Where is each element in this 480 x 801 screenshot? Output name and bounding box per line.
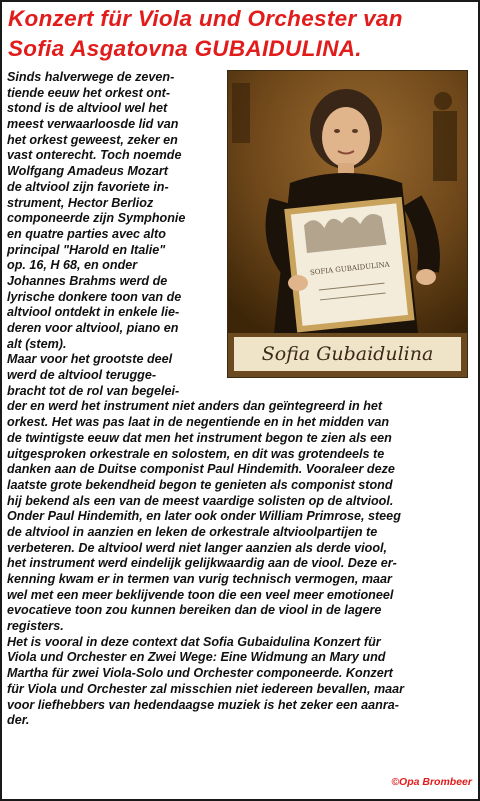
body-text-line: wel met een meer beklijvende toon die een veel meer emotioneel — [7, 587, 394, 602]
body-text-line: vast onterecht. Toch noemde — [7, 148, 182, 163]
certificate-name-text: SOFIA GUBAIDULINA — [309, 260, 391, 277]
body-text-line: bracht tot de rol van begelei- — [7, 383, 180, 398]
body-text-line: orkest. Het was pas laat in de negentiende en in het midden van — [7, 415, 390, 430]
body-text-line: Het is vooral in deze context dat Sofia Gubaidulina Konzert für — [7, 634, 381, 649]
body-text-line: der. — [7, 713, 30, 728]
body-text-line: Johannes Brahms werd de — [7, 273, 168, 288]
article-body — [7, 70, 475, 729]
body-text-line: het orkest geweest, zeker en — [7, 132, 178, 147]
body-text-line: principal "Harold en Italie" — [7, 242, 166, 257]
body-text-line: kenning kwam er in termen van vurig technisch vermogen, maar — [7, 572, 392, 586]
body-text-line: uitgesproken orkestrale en solostem, en dit was grotendeels te — [7, 446, 385, 461]
body-text-line: registers. — [7, 619, 64, 634]
body-text-line: het instrument werd eindelijk gelijkwaardig aan de viool. Deze er- — [7, 556, 397, 571]
copyright-signature: ©Opa Brombeer — [391, 776, 472, 788]
body-text-line: für Viola und Orchester zal misschien niet iedereen bevallen, maar — [7, 681, 405, 696]
title-line-2: Sofia Asgatovna GUBAIDULINA. — [8, 36, 362, 61]
body-text-line: op. 16, H 68, en onder — [7, 258, 138, 273]
body-text-line: danken aan de Duitse componist Paul Hindemith. Vooraleer deze — [7, 462, 395, 477]
body-text-line: voor liefhebbers van hedendaagse muziek is het zeker een aanra- — [7, 697, 399, 712]
title-line-1: Konzert für Viola und Orchester van — [8, 6, 403, 31]
body-text-line: Viola und Orchester en Zwei Wege: Eine Widmung an Mary und — [7, 650, 386, 665]
body-text-line: Wolfgang Amadeus Mozart — [7, 164, 168, 179]
body-text-line: evocatieve toon zou kunnen bereiken dan de viool in de lagere — [7, 603, 382, 618]
body-text-line: laatste grote bekendheid begon te genieten als componist stond — [7, 477, 393, 492]
body-text-line: tiende eeuw het orkest ont- — [7, 85, 171, 100]
body-text-line: de twintigste eeuw dat men het instrument begon te zien als een — [7, 430, 392, 445]
body-text-line: verbeteren. De altviool werd niet langer aanzien als derde viool, — [7, 540, 388, 555]
body-text-line: altviool ontdekt in enkele lie- — [7, 305, 180, 320]
body-text-line: hij bekend als een van de meest vaardige solisten op de altviool. — [7, 493, 394, 508]
body-text-line: deren voor altviool, piano en — [7, 321, 179, 335]
body-text-line: alt (stem). — [7, 336, 67, 351]
body-text-line: Maar voor het grootste deel — [7, 352, 173, 367]
body-text-line: stond is de altviool wel het — [7, 101, 168, 116]
body-text-line: werd de altviool terugge- — [7, 368, 157, 383]
body-text-line: componeerde zijn Symphonie — [7, 211, 186, 226]
photo-caption: Sofia Gubaidulina — [261, 343, 434, 365]
body-text-line: Onder Paul Hindemith, en later ook onder William Primrose, steeg — [7, 509, 401, 524]
body-text-line: meest verwaarloosde lid van — [7, 117, 179, 132]
page-title — [8, 4, 474, 64]
body-text-line: de altviool zijn favoriete in- — [7, 179, 169, 194]
body-text-line: strument, Hector Berlioz — [7, 195, 154, 210]
body-text-line: de altviool in aanzien en leken de orkestrale altvioolpartijen te — [7, 524, 378, 539]
body-text-line: lyrische donkere toon van de — [7, 289, 182, 304]
body-text-line: der en werd het instrument niet anders dan geïntegreerd in het — [7, 399, 383, 414]
body-text-line: Sinds halverwege de zeven- — [7, 70, 175, 84]
body-text-line: en quatre parties avec alto — [7, 226, 166, 241]
body-text-line: Martha für zwei Viola-Solo und Orchester componeerde. Konzert — [7, 666, 393, 681]
